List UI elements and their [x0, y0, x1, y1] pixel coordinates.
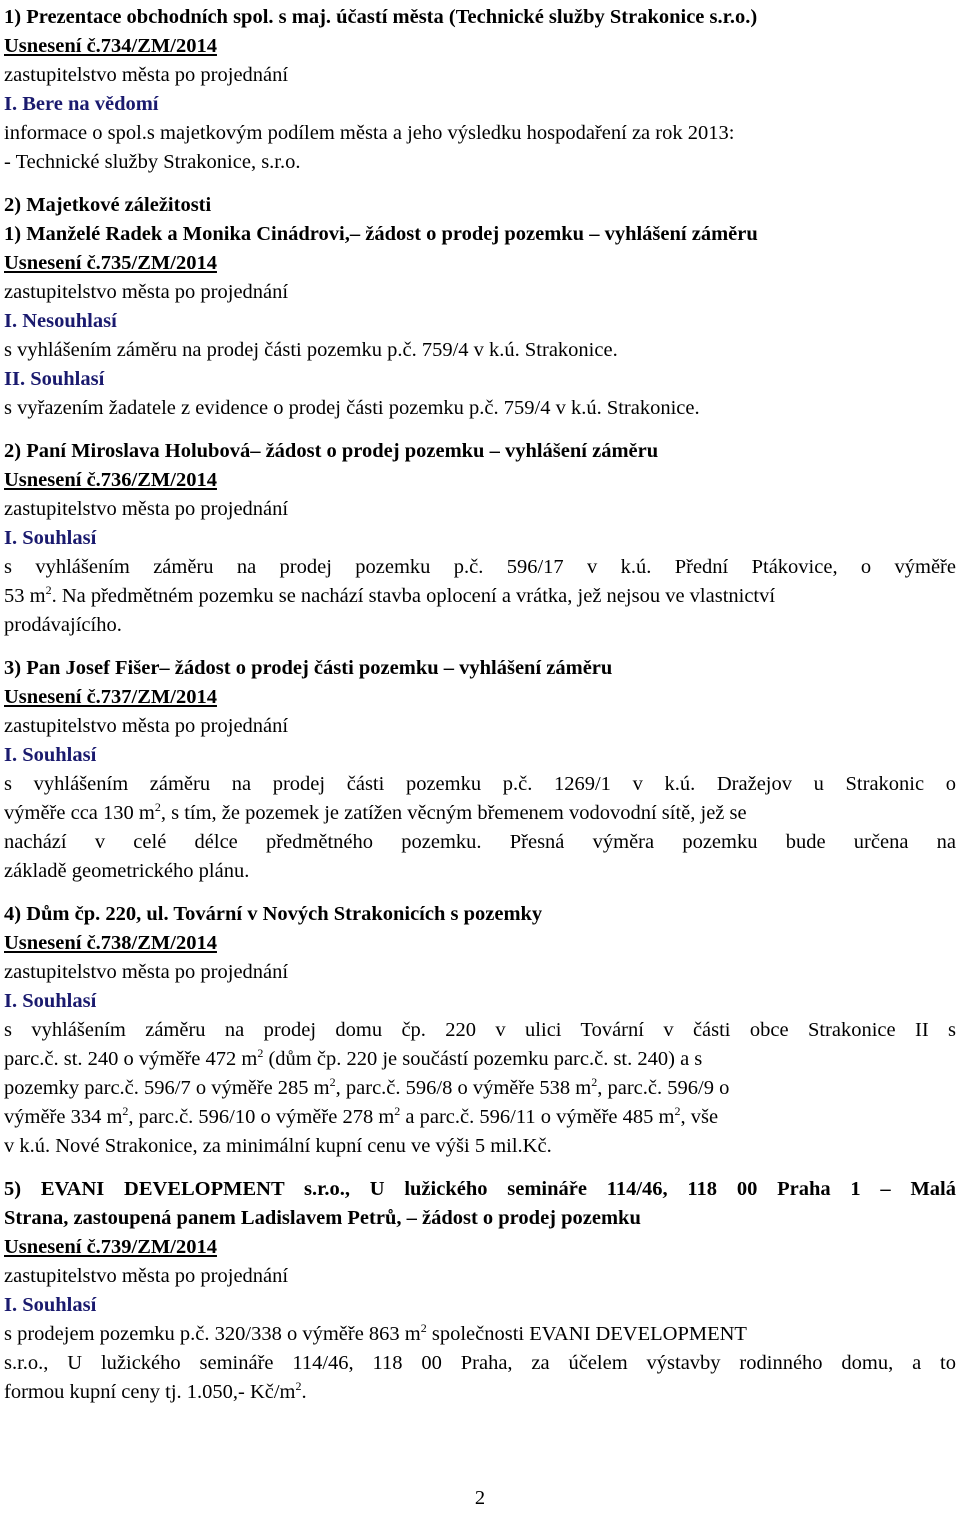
council-line: zastupitelstvo města po projednání	[4, 498, 289, 520]
item-heading: Strana, zastoupená panem Ladislavem Petrů, – žádost o prodej pozemku	[4, 1207, 641, 1229]
decision-text: v k.ú. Nové Strakonice, za minimální kupní cenu ve výši 5 mil.Kč.	[4, 1135, 552, 1157]
decision-text: prodávajícího.	[4, 614, 122, 636]
decision-text: výměře 334 $m^2$, parc.č. 596/10 o výměře 278 $m^2$ a parc.č. 596/11 o výměře 485 $m^2$, vše	[4, 1104, 719, 1128]
decision-text: 53 $m^2$. Na předmětném pozemku se nachází stavba oplocení a vrátka, jež nejsou ve vlastnictví	[4, 583, 776, 607]
item-cinadrovi	[4, 191, 956, 423]
resolution-number: Usnesení č.736/ZM/2014	[4, 469, 217, 491]
council-line: zastupitelstvo města po projednání	[4, 715, 289, 737]
decision-label: I. Nesouhlasí	[4, 310, 117, 332]
item-presentation	[4, 0, 956, 177]
decision-text: s prodejem pozemku p.č. 320/338 o výměře 863 $m^2$ společnosti EVANI DEVELOPMENT	[4, 1321, 747, 1345]
decision-text: nachází v celé délce předmětného pozemku. Přesná výměra pozemku bude určena na	[4, 831, 956, 853]
decision-text: výměře cca 130 $m^2$, s tím, že pozemek je zatížen věcným břemenem vodovodní sítě, jež se	[4, 800, 747, 824]
decision-text: s vyhlášením záměru na prodej části pozemku p.č. 759/4 v k.ú. Strakonice.	[4, 339, 618, 361]
decision-label: I. Souhlasí	[4, 527, 97, 549]
council-line: zastupitelstvo města po projednání	[4, 281, 289, 303]
decision-text: s vyhlášením záměru na prodej části pozemku p.č. 1269/1 v k.ú. Dražejov u Strakonic o	[4, 773, 956, 795]
item-heading: 1) Prezentace obchodních spol. s maj. účastí města (Technické služby Strakonice s.r.o.)	[4, 6, 758, 28]
section-heading: 2) Majetkové záležitosti	[4, 194, 212, 216]
decision-label: II. Souhlasí	[4, 368, 105, 390]
decision-text: pozemky parc.č. 596/7 o výměře 285 $m^2$, parc.č. 596/8 o výměře 538 $m^2$, parc.č. 596/9 o	[4, 1075, 730, 1099]
item-dum-220	[4, 900, 956, 1161]
council-line: zastupitelstvo města po projednání	[4, 64, 289, 86]
decision-text: s vyhlášením záměru na prodej pozemku p.č. 596/17 v k.ú. Přední Ptákovice, o výměře	[4, 556, 956, 578]
page-number: 2	[474, 1487, 486, 1509]
resolution-number: Usnesení č.735/ZM/2014	[4, 252, 217, 274]
item-heading: 3) Pan Josef Fišer– žádost o prodej části pozemku – vyhlášení záměru	[4, 657, 613, 679]
decision-text: základě geometrického plánu.	[4, 860, 250, 882]
resolution-number: Usnesení č.738/ZM/2014	[4, 932, 217, 954]
resolution-number: Usnesení č.737/ZM/2014	[4, 686, 217, 708]
item-heading: 1) Manželé Radek a Monika Cinádrovi,– žádost o prodej pozemku – vyhlášení záměru	[4, 223, 758, 245]
decision-text: informace o spol.s majetkovým podílem města a jeho výsledku hospodaření za rok 2013:	[4, 122, 735, 144]
resolution-number: Usnesení č.739/ZM/2014	[4, 1236, 217, 1258]
document-page	[4, 0, 956, 1407]
decision-text: s.r.o., U lužického semináře 114/46, 118 00 Praha, za účelem výstavby rodinného domu, a to	[4, 1352, 956, 1374]
resolution-number: Usnesení č.734/ZM/2014	[4, 35, 217, 57]
item-holubova	[4, 437, 956, 640]
decision-label: I. Souhlasí	[4, 744, 97, 766]
decision-label: I. Bere na vědomí	[4, 93, 159, 115]
decision-text: formou kupní ceny tj. 1.050,- $Kč/m^2$.	[4, 1379, 307, 1403]
item-heading: 2) Paní Miroslava Holubová– žádost o prodej pozemku – vyhlášení záměru	[4, 440, 659, 462]
decision-label: I. Souhlasí	[4, 990, 97, 1012]
council-line: zastupitelstvo města po projednání	[4, 961, 289, 983]
item-heading: 5) EVANI DEVELOPMENT s.r.o., U lužického semináře 114/46, 118 00 Praha 1 – Malá	[4, 1178, 956, 1200]
decision-text: s vyhlášením záměru na prodej domu čp. 220 v ulici Tovární v části obce Strakonice II s	[4, 1019, 956, 1041]
decision-text: s vyřazením žadatele z evidence o prodej části pozemku p.č. 759/4 v k.ú. Strakonice.	[4, 397, 700, 419]
decision-text: parc.č. st. 240 o výměře 472 $m^2$ (dům čp. 220 je součástí pozemku parc.č. st. 240) a s	[4, 1046, 703, 1070]
council-line: zastupitelstvo města po projednání	[4, 1265, 289, 1287]
item-fiser	[4, 654, 956, 886]
decision-label: I. Souhlasí	[4, 1294, 97, 1316]
decision-text: - Technické služby Strakonice, s.r.o.	[4, 151, 301, 173]
item-evani	[4, 1175, 956, 1407]
item-heading: 4) Dům čp. 220, ul. Tovární v Nových Strakonicích s pozemky	[4, 903, 543, 925]
